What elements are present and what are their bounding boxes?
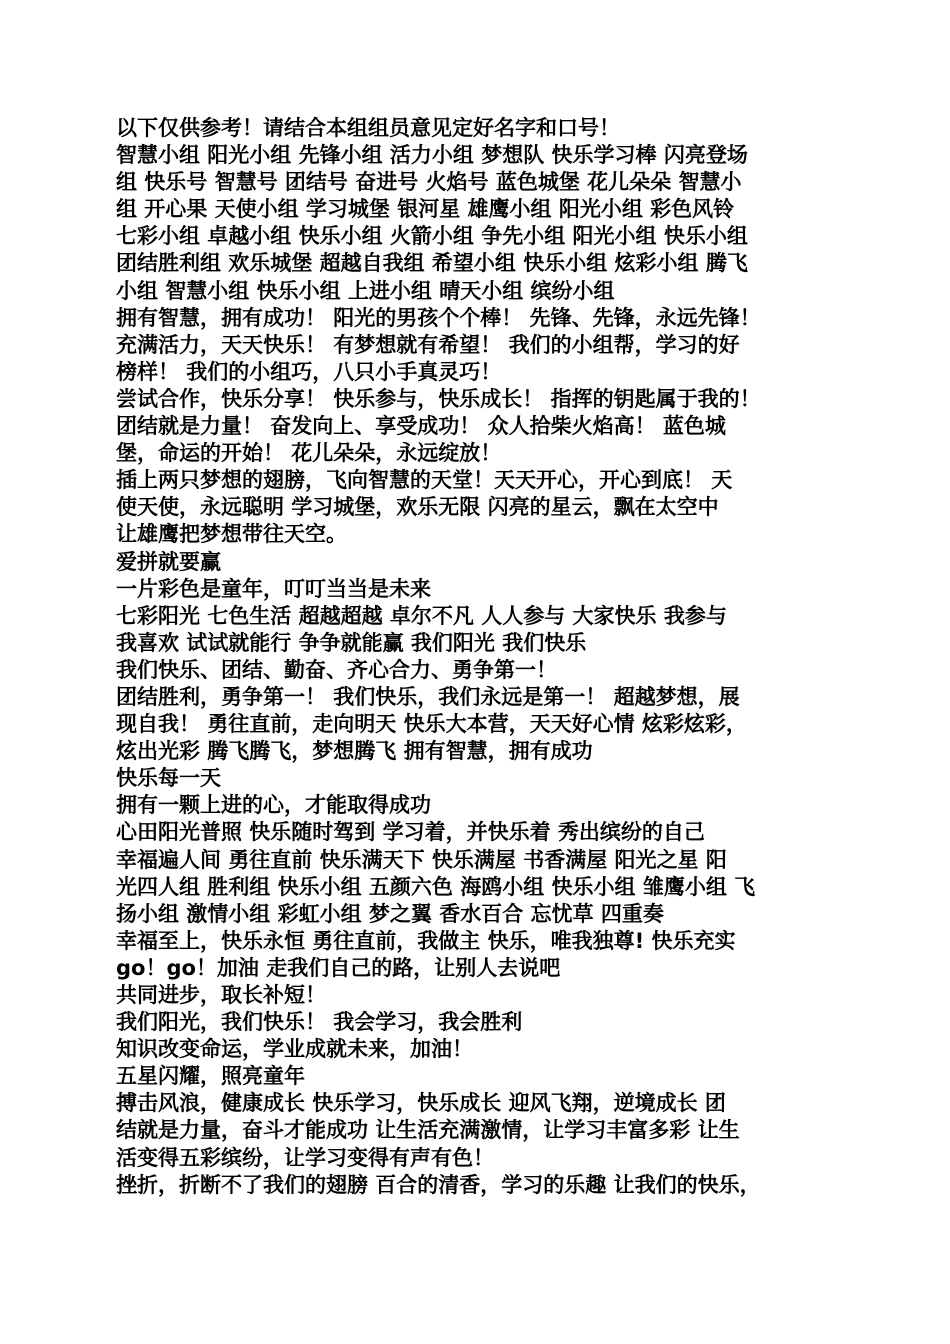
text-line: 现自我！ 勇往直前，走向明天 快乐大本营，天天好心情 炫彩炫彩， <box>116 712 747 737</box>
text-line: 五星闪耀，照亮童年 <box>116 1064 305 1089</box>
text-line: 爱拼就要赢 <box>116 549 221 574</box>
text-line: 团结胜利，勇争第一！ 我们快乐，我们永远是第一！ 超越梦想，展 <box>116 684 740 709</box>
text-line: 小组 智慧小组 快乐小组 上进小组 晴天小组 缤纷小组 <box>116 278 615 303</box>
text-line: 我们快乐、团结、勤奋、齐心合力、勇争第一！ <box>116 657 557 682</box>
text-line: 挫折，折断不了我们的翅膀 百合的清香，学习的乐趣 让我们的快乐， <box>116 1172 761 1197</box>
text-line: 组 快乐号 智慧号 团结号 奋进号 火焰号 蓝色城堡 花儿朵朵 智慧小 <box>116 170 742 195</box>
text-line: 结就是力量，奋斗才能成功 让生活充满激情，让学习丰富多彩 让生 <box>116 1118 740 1143</box>
text-line: 七彩小组 卓越小组 快乐小组 火箭小组 争先小组 阳光小组 快乐小组 <box>116 224 748 249</box>
text-line: 幸福至上，快乐永恒 勇往直前，我做主 快乐，唯我独尊! 快乐充实 <box>116 928 736 953</box>
text-line: 光四人组 胜利组 快乐小组 五颜六色 海鸥小组 快乐小组 雏鹰小组 飞 <box>116 874 756 899</box>
text-line: 我喜欢 试试就能行 争争就能赢 我们阳光 我们快乐 <box>116 630 587 655</box>
text-line: 组 开心果 天使小组 学习城堡 银河星 雄鹰小组 阳光小组 彩色风铃 <box>116 197 735 222</box>
text-line: 炫出光彩 腾飞腾飞，梦想腾飞 拥有智慧，拥有成功 <box>116 739 593 764</box>
text-line: 让雄鹰把梦想带往天空。 <box>116 522 347 547</box>
text-line: 我们阳光，我们快乐！ 我会学习，我会胜利 <box>116 1010 523 1035</box>
text-line: 榜样！ 我们的小组巧，八只小手真灵巧！ <box>116 359 502 384</box>
text-line: 堡，命运的开始！ 花儿朵朵，永远绽放！ <box>116 441 502 466</box>
text-line: 尝试合作，快乐分享！ 快乐参与，快乐成长！ 指挥的钥匙属于我的！ <box>116 386 761 411</box>
text-line: 扬小组 激情小组 彩虹小组 梦之翼 香水百合 忘忧草 四重奏 <box>116 901 664 926</box>
text-line: 团结胜利组 欢乐城堡 超越自我组 希望小组 快乐小组 炫彩小组 腾飞 <box>116 251 748 276</box>
text-line: 共同进步，取长补短！ <box>116 983 326 1007</box>
text-line: 拥有一颗上进的心，才能取得成功 <box>116 793 431 818</box>
text-line: 智慧小组 阳光小组 先锋小组 活力小组 梦想队 快乐学习棒 闪亮登场 <box>116 143 748 168</box>
text-line: 拥有智慧，拥有成功！ 阳光的男孩个个棒！ 先锋、先锋，永远先锋！ <box>116 305 761 330</box>
text-line: 一片彩色是童年，叮叮当当是未来 <box>116 576 431 601</box>
text-line: 幸福遍人间 勇往直前 快乐满天下 快乐满屋 书香满屋 阳光之星 阳 <box>116 847 727 872</box>
text-line: 插上两只梦想的翅膀，飞向智慧的天堂！天天开心，开心到底！ 天 <box>116 468 733 493</box>
text-line: 快乐每一天 <box>116 766 221 791</box>
text-line: 团结就是力量！ 奋发向上、享受成功！ 众人拾柴火焰高！ 蓝色城 <box>116 414 726 439</box>
text-line: 活变得五彩缤纷，让学习变得有声有色！ <box>116 1145 494 1170</box>
text-line: 使天使，永远聪明 学习城堡，欢乐无限 闪亮的星云，飘在太空中 <box>116 495 719 520</box>
text-line: 充满活力，天天快乐！ 有梦想就有希望！ 我们的小组帮，学习的好 <box>116 332 740 357</box>
text-line: 以下仅供参考！请结合本组组员意见定好名字和口号！ <box>116 116 620 140</box>
text-line: 知识改变命运，学业成就未来，加油！ <box>116 1037 473 1062</box>
text-line: 搏击风浪，健康成长 快乐学习，快乐成长 迎风飞翔，逆境成长 团 <box>116 1091 726 1116</box>
text-line: go！go！加油 走我们自己的路，让别人去说吧 <box>116 955 561 980</box>
text-line: 心田阳光普照 快乐随时驾到 学习着，并快乐着 秀出缤纷的自己 <box>116 820 705 845</box>
text-line: 七彩阳光 七色生活 超越超越 卓尔不凡 人人参与 大家快乐 我参与 <box>116 603 727 628</box>
document-body <box>116 115 846 1199</box>
